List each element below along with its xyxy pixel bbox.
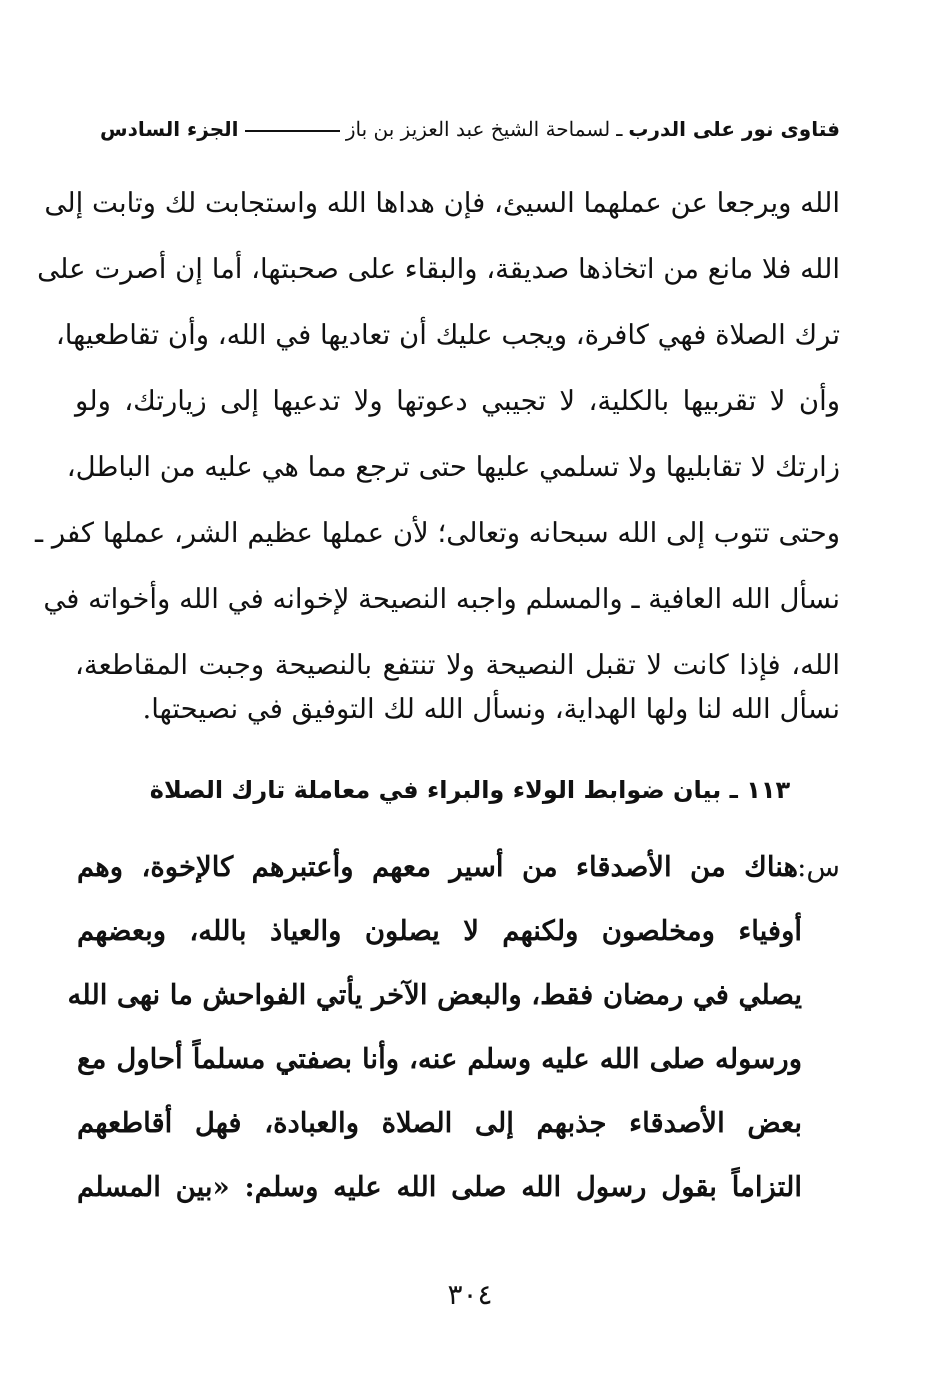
header-rule bbox=[245, 130, 340, 132]
running-header bbox=[100, 112, 840, 146]
body-line: نسأل الله لنا ولها الهداية، ونسأل الله لك التوفيق في نصيحتها. bbox=[142, 693, 840, 725]
question-line: هناك من الأصدقاء من أسير معهم وأعتبرهم كالإخوة، وهم bbox=[77, 851, 798, 883]
body-line: وأن لا تقربيها بالكلية، لا تجيبي دعوتها ولا تدعيها إلى زيارتك، ولو bbox=[75, 385, 840, 417]
body-line: وحتى تتوب إلى الله سبحانه وتعالى؛ لأن عملها عظيم الشر، عملها كفر ـ bbox=[35, 517, 840, 549]
body-line: زارتك لا تقابليها ولا تسلمي عليها حتى ترجع مما هي عليه من الباطل، bbox=[66, 451, 840, 483]
section-heading: ١١٣ ـ بيان ضوابط الولاء والبراء في معاملة تارك الصلاة bbox=[149, 776, 791, 804]
volume-label: الجزء السادس bbox=[100, 117, 239, 141]
author-name: لسماحة الشيخ عبد العزيز بن باز bbox=[345, 117, 611, 141]
question-line: أوفياء ومخلصون ولكنهم لا يصلون والعياذ بالله، وبعضهم bbox=[77, 915, 802, 947]
page-number: ٣٠٤ bbox=[447, 1278, 493, 1311]
body-line: الله فلا مانع من اتخاذها صديقة، والبقاء على صحبتها، أما إن أصرت على bbox=[37, 253, 840, 285]
body-line: ترك الصلاة فهي كافرة، ويجب عليك أن تعاديها في الله، وأن تقاطعيها، bbox=[55, 319, 840, 351]
body-line: الله ويرجعا عن عملهما السيئ، فإن هداها الله واستجابت لك وتابت إلى bbox=[44, 187, 840, 219]
body-line: الله، فإذا كانت لا تقبل النصيحة ولا تنتفع بالنصيحة وجبت المقاطعة، bbox=[75, 649, 840, 681]
series-title: فتاوى نور على الدرب bbox=[628, 117, 840, 141]
question-line: بعض الأصدقاء جذبهم إلى الصلاة والعبادة، فهل أقاطعهم bbox=[77, 1107, 802, 1139]
body-line: نسأل الله العافية ـ والمسلم واجبه النصيحة لإخوانه في الله وأخواته في bbox=[43, 583, 840, 615]
question-label: س: bbox=[797, 851, 840, 883]
question-line: ورسوله صلى الله عليه وسلم عنه، وأنا بصفتي مسلماً أحاول مع bbox=[77, 1043, 802, 1075]
question-line: التزاماً بقول رسول الله صلى الله عليه وسلم: «بين المسلم bbox=[77, 1171, 802, 1203]
question-line: يصلي في رمضان فقط، والبعض الآخر يأتي الفواحش ما نهى الله bbox=[67, 979, 802, 1011]
header-separator: ـ bbox=[616, 117, 623, 141]
